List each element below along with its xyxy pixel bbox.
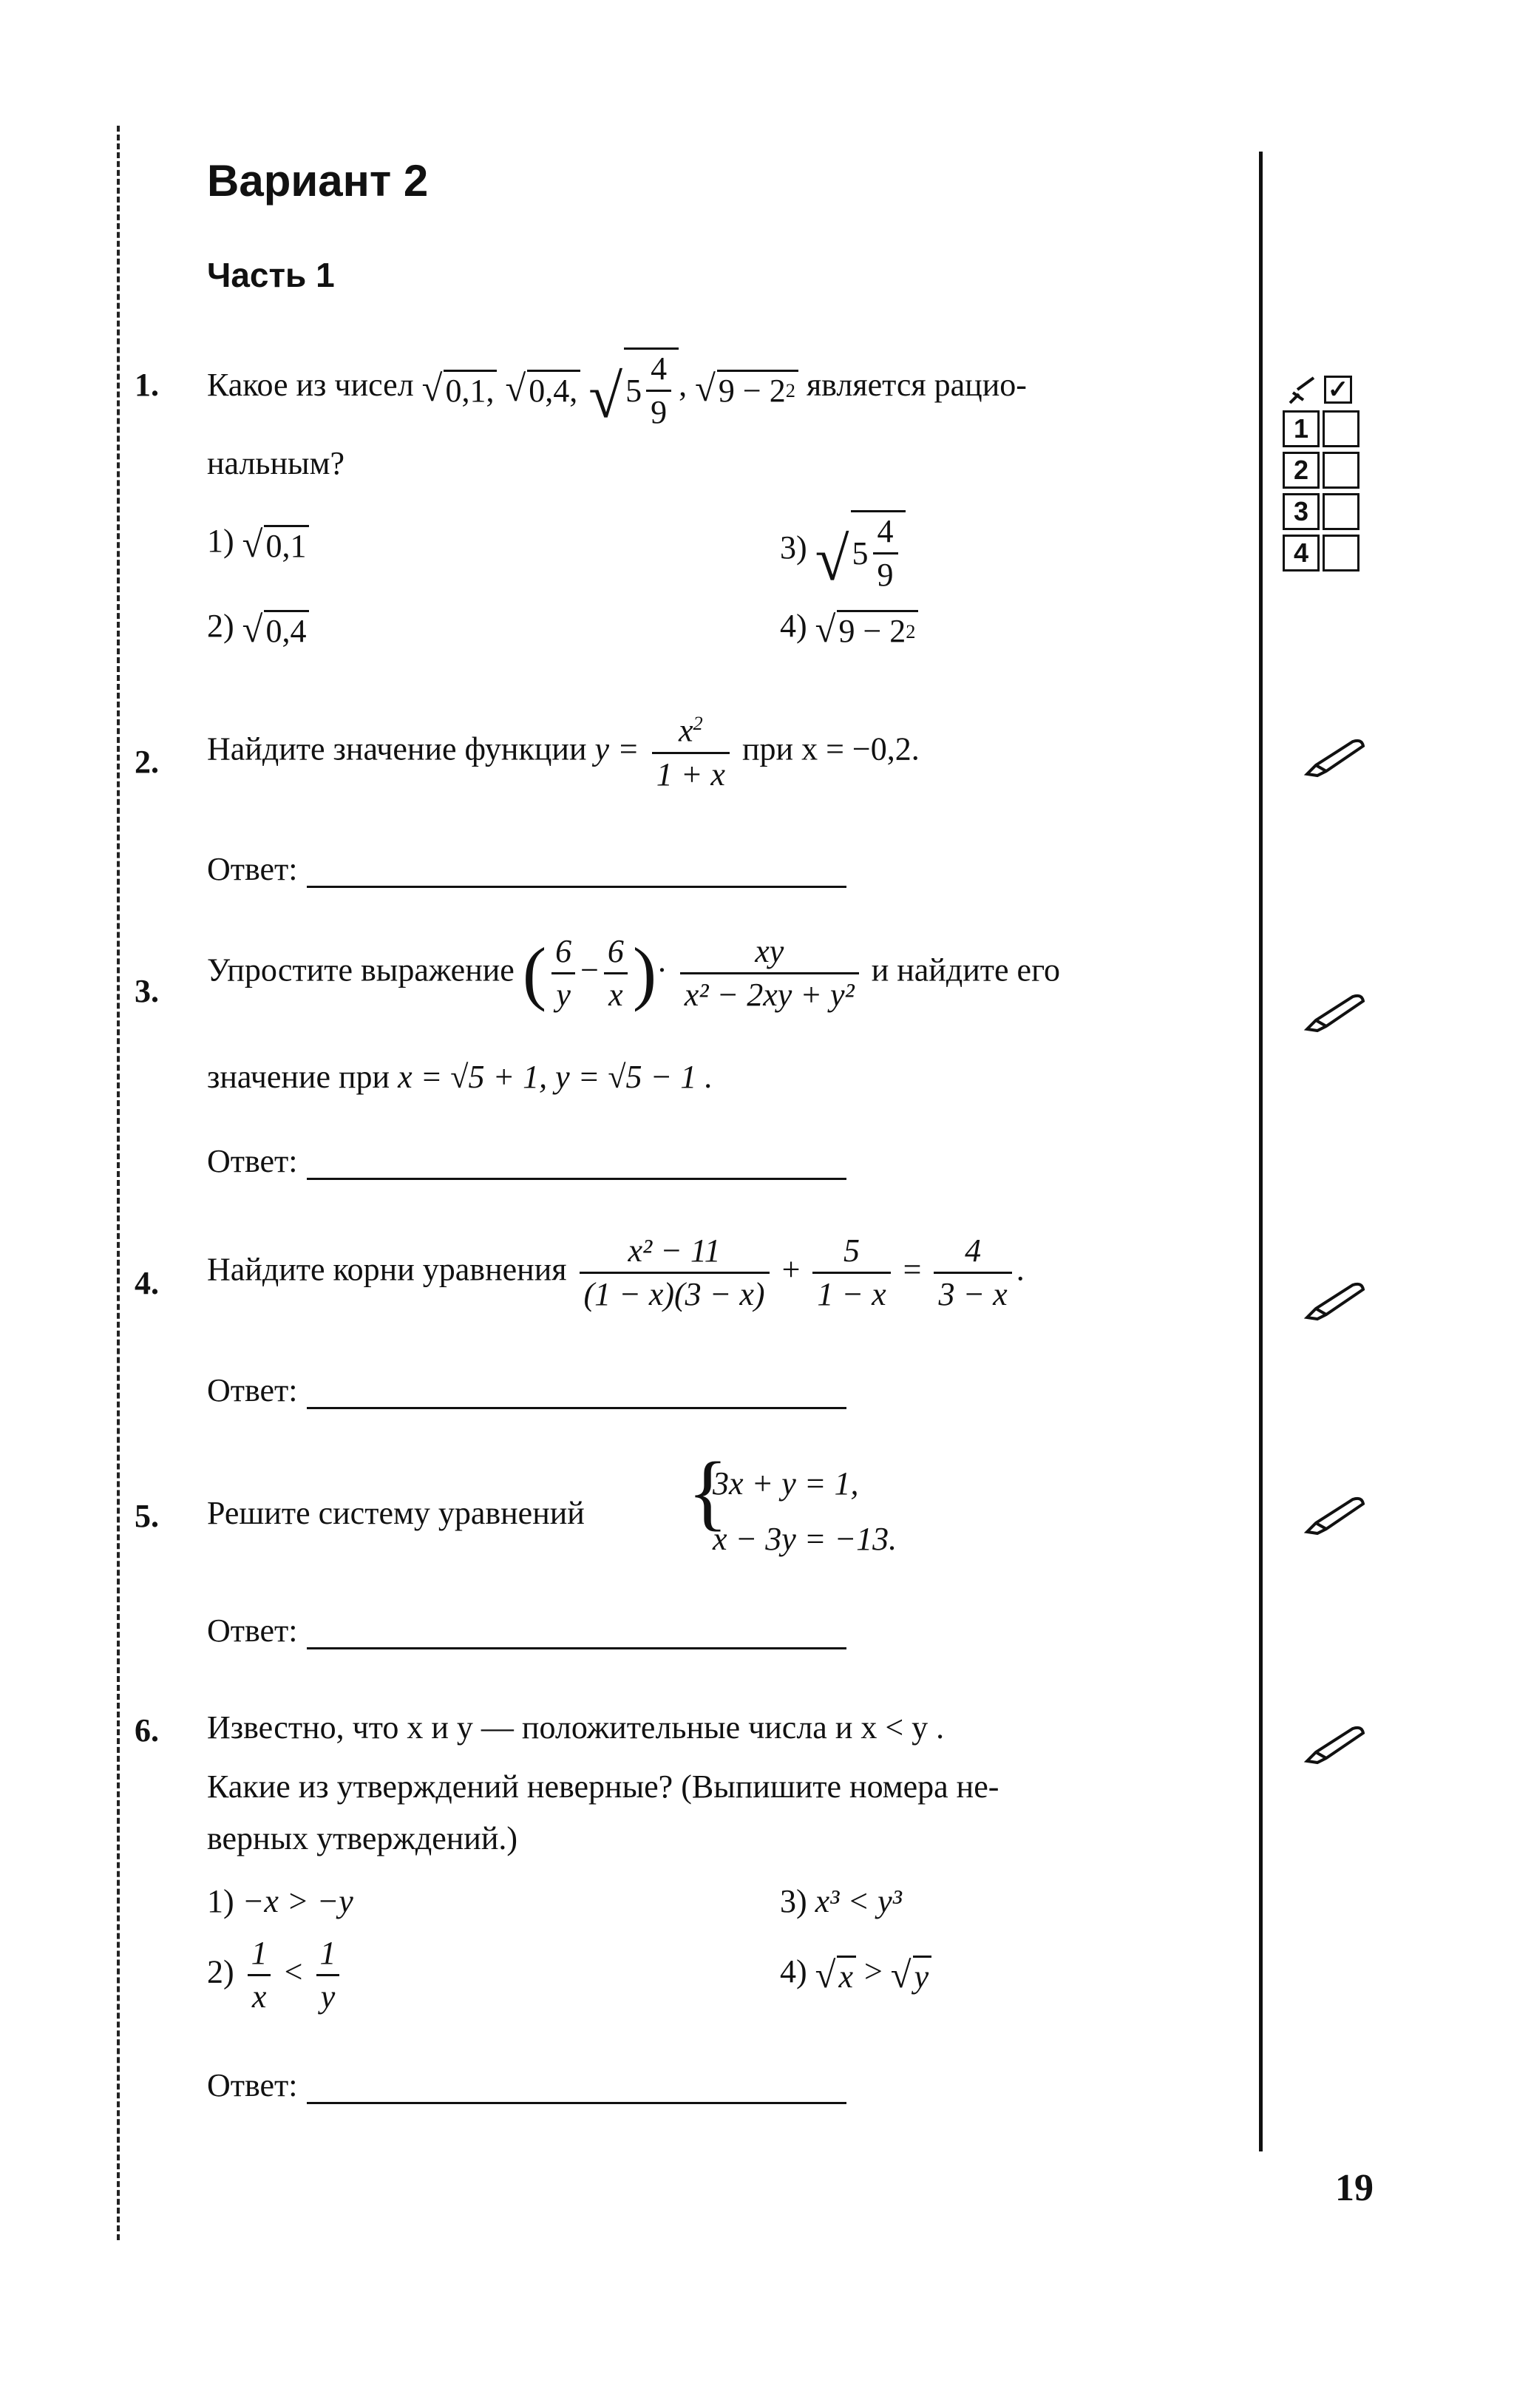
q1-root-3: √ 5 $\frac{4}{9}$	[588, 347, 679, 429]
answer-box-row[interactable]: 4	[1283, 535, 1359, 572]
q1-option-2: 2) √ 0,4	[207, 610, 309, 648]
q1-option-1: 1) √ 0,1	[207, 525, 309, 563]
q2-answer: Ответ:	[207, 850, 846, 888]
q6-option-2: 2) $\frac{1}{x}$ < $\frac{1}{y}$	[207, 1937, 344, 2013]
q2-text: Найдите значение функции y = $\frac{x^2}{1 + x}$ при x = −0,2.	[207, 712, 920, 793]
answer-box-row[interactable]: 3	[1283, 493, 1359, 530]
q5-number: 5.	[135, 1498, 159, 1534]
q1-option-3: 3) √ 5 $\frac{4}{9}$	[780, 510, 906, 591]
pen-check-icon	[1287, 373, 1321, 406]
q1-root-4: √ 9 − 2 2	[695, 370, 798, 407]
answer-line[interactable]	[307, 1380, 846, 1409]
answer-line[interactable]	[307, 1151, 846, 1180]
q6-line-2: Какие из утверждений неверные? (Выпишите номера не-	[207, 1768, 999, 1805]
q5-text: Решите систему уравнений	[207, 1495, 585, 1531]
answer-box-row[interactable]: 2	[1283, 452, 1359, 489]
answer-box[interactable]	[1323, 535, 1359, 572]
pen-icon	[1301, 991, 1368, 1035]
answer-box[interactable]	[1323, 410, 1359, 447]
q6-line-1: Известно, что x и y — положительные числа и x < y .	[207, 1709, 945, 1746]
q4-text: Найдите корни уравнения $\frac{\text{x² − 11}}{(1 - x)(3 - x)}$ + $\frac{5}{1 - x}$ = $\frac{4}{3 - x}$ .	[207, 1232, 1025, 1312]
q6-line-3: верных утверждений.)	[207, 1820, 518, 1856]
q1-option-4: 4) √ 9 − 2 2	[780, 610, 918, 648]
q6-number: 6.	[135, 1712, 159, 1749]
q1-root-2: √ 0,4,	[505, 370, 580, 407]
answer-line[interactable]	[307, 859, 846, 888]
answer-line[interactable]	[307, 2075, 846, 2104]
answer-box[interactable]	[1323, 452, 1359, 489]
part-title: Часть 1	[207, 256, 335, 294]
variant-title: Вариант 2	[207, 156, 429, 206]
q4-number: 4.	[135, 1265, 159, 1301]
q4-answer: Ответ:	[207, 1371, 846, 1409]
q1-text-cont: нальным?	[207, 445, 344, 481]
answer-line[interactable]	[307, 1621, 846, 1649]
q3-answer: Ответ:	[207, 1142, 846, 1180]
answer-box[interactable]	[1323, 493, 1359, 530]
q5-answer: Ответ:	[207, 1612, 846, 1649]
pen-icon	[1301, 1723, 1368, 1767]
q1-root-1: √ 0,1,	[422, 370, 498, 407]
q6-option-1: 1) −x > −y	[207, 1883, 353, 1919]
pen-icon	[1301, 736, 1368, 780]
page-number: 19	[1335, 2167, 1374, 2209]
q1-number: 1.	[135, 367, 159, 403]
answer-boxes	[1283, 373, 1359, 576]
pen-icon	[1301, 1279, 1368, 1323]
cut-line	[117, 126, 120, 2240]
q1-text: Какое из чисел √ 0,1, √ 0,4, √ 5 $\frac{4}{9}$ , √ 9 − 2 2 является рацио-	[207, 347, 1027, 429]
q6-answer: Ответ:	[207, 2066, 846, 2104]
q6-option-3: 3) x³ < y³	[780, 1883, 902, 1919]
answer-box-row[interactable]: 1	[1283, 410, 1359, 447]
q3-number: 3.	[135, 973, 159, 1009]
q6-option-4: 4) √ x > √ y	[780, 1956, 931, 1993]
q3-text: Упростите выражение ( $\frac{6}{y}$ − $\frac{6}{x}$ )· $\frac{xy}{\text{x² − 2xy + y²}}$ и найдите его	[207, 933, 1061, 1013]
pen-icon	[1301, 1493, 1368, 1538]
margin-rule	[1259, 152, 1263, 2151]
q2-number: 2.	[135, 744, 159, 780]
checkbox-icon: ✓	[1324, 376, 1352, 404]
q3-text-cont: значение при x = √5 + 1, y = √5 − 1 .	[207, 1059, 713, 1095]
